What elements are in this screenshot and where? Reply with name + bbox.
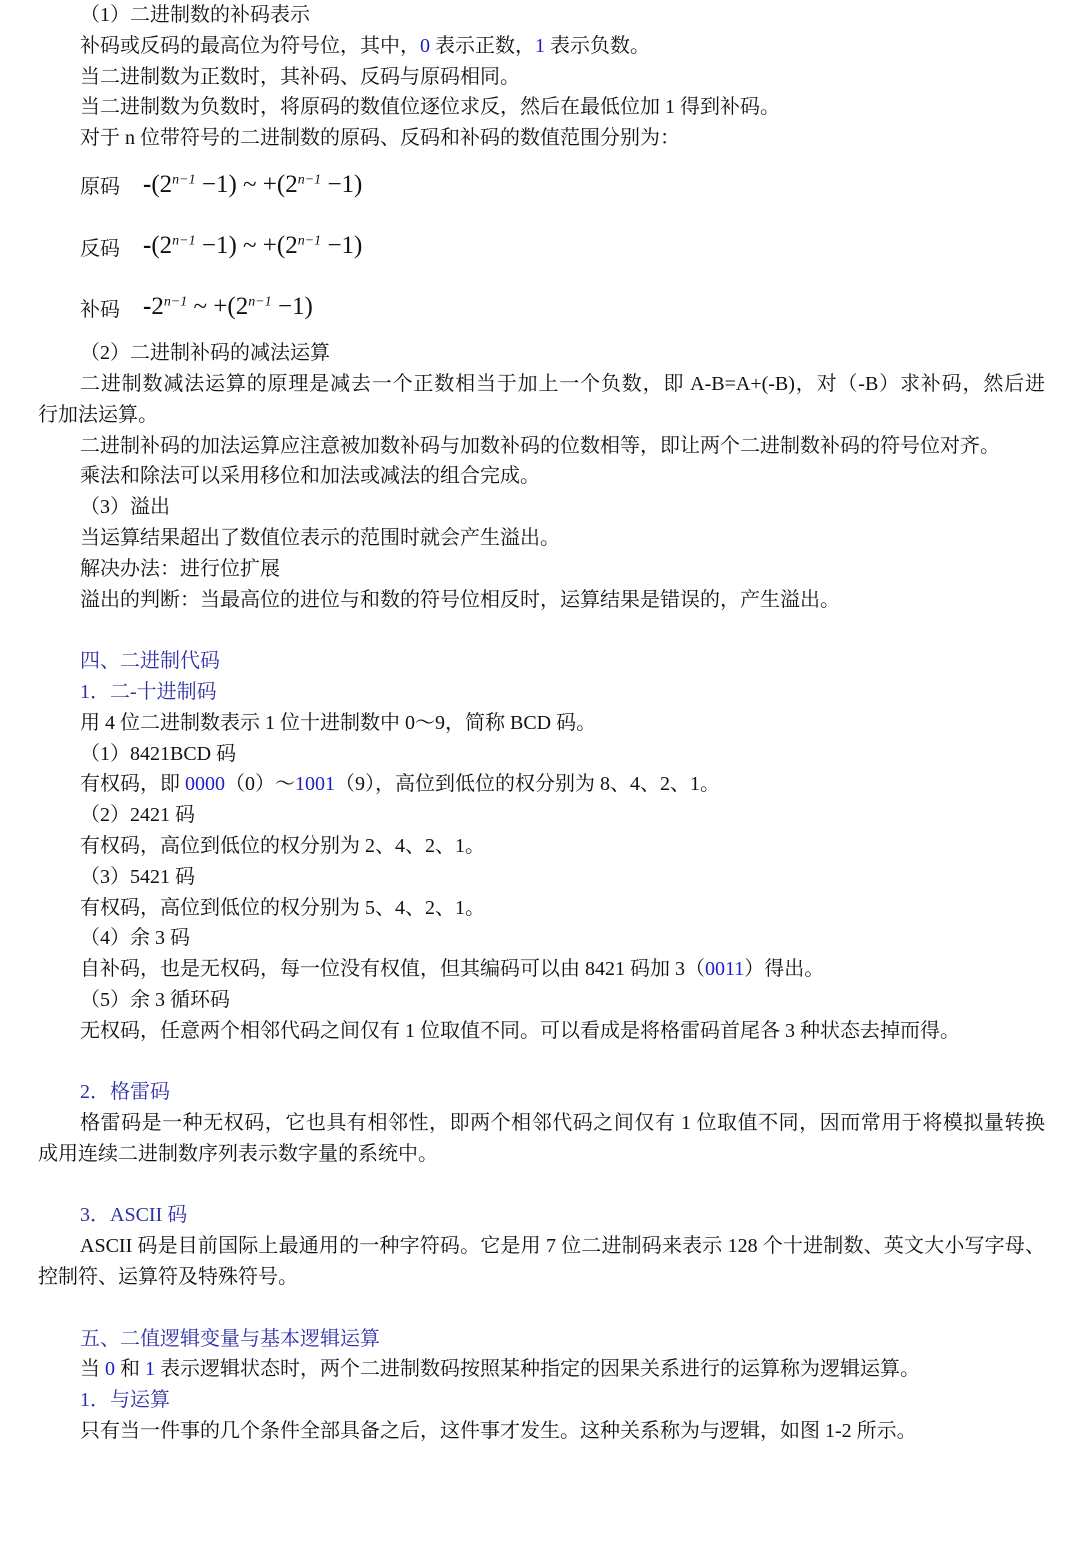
blank-line bbox=[38, 615, 1045, 646]
code-name-5421: （3）5421 码 bbox=[80, 865, 195, 888]
paragraph-alignment: 二进制补码的加法运算应注意被加数补码与加数补码的位数相等，即让两个二进制数补码的符号位对齐。 bbox=[80, 434, 1000, 457]
formula-exponent: n−1 bbox=[297, 233, 322, 249]
highlight-zero: 0 bbox=[105, 1358, 115, 1381]
range-label: 反码 bbox=[80, 237, 120, 260]
range-label: 补码 bbox=[80, 298, 120, 321]
blank-line bbox=[38, 1046, 1045, 1077]
code-name-excess-3-cyclic: （5）余 3 循环码 bbox=[80, 988, 230, 1011]
text-segment: 补码或反码的最高位为符号位，其中， bbox=[80, 34, 420, 57]
code-name-8421bcd: （1）8421BCD 码 bbox=[80, 742, 237, 765]
code-desc-excess-3-cyclic: 无权码，任意两个相邻代码之间仅有 1 位取值不同。可以看成是将格雷码首尾各 3 种状态去掉而得。 bbox=[80, 1019, 960, 1042]
paragraph-overflow-solution: 解决办法：进行位扩展 bbox=[80, 557, 280, 580]
formula-minus: - bbox=[143, 232, 152, 260]
paragraph-gray-line-2: 成用连续二进制数序列表示数字量的系统中。 bbox=[38, 1142, 438, 1165]
highlight-zero: 0 bbox=[420, 34, 430, 57]
code-desc-5421: 有权码，高位到低位的权分别为 5、4、2、1。 bbox=[80, 896, 485, 919]
paragraph-principle-line-2: 行加法运算。 bbox=[38, 403, 158, 426]
formula-exponent: n−1 bbox=[248, 294, 272, 310]
formula-exponent: n−1 bbox=[172, 233, 196, 249]
formula-part: −1) bbox=[321, 232, 363, 260]
paragraph-gray-line-1: 格雷码是一种无权码，它也具有相邻性，即两个相邻代码之间仅有 1 位取值不同，因而常用于将模拟量转换 bbox=[80, 1112, 1045, 1135]
formula-exponent: n−1 bbox=[172, 172, 196, 187]
subsection-title-ascii: 3．ASCII 码 bbox=[80, 1204, 188, 1227]
subsection-title-and-operation: 1．与运算 bbox=[80, 1389, 170, 1412]
range-formula bbox=[143, 232, 362, 260]
paragraph-overflow-definition: 当运算结果超出了数值位表示的范围时就会产生溢出。 bbox=[80, 526, 560, 549]
section-title-binary-codes: 四、二进制代码 bbox=[80, 650, 220, 673]
paragraph-sign-bit bbox=[38, 31, 1045, 62]
heading-subtraction: （2）二进制补码的减法运算 bbox=[80, 342, 330, 365]
paragraph-mul-div: 乘法和除法可以采用移位和加法或减法的组合完成。 bbox=[80, 465, 540, 488]
text-segment: 表示正数， bbox=[430, 34, 535, 57]
paragraph-positive: 当二进制数为正数时，其补码、反码与原码相同。 bbox=[80, 65, 520, 88]
range-formula bbox=[143, 171, 362, 199]
text-segment: 表示负数。 bbox=[545, 34, 650, 57]
heading-overflow: （3）溢出 bbox=[80, 496, 170, 519]
code-desc-excess-3 bbox=[38, 954, 1045, 985]
blank-line bbox=[38, 1170, 1045, 1201]
formula-part: (2 bbox=[151, 232, 173, 260]
code-desc-2421: 有权码，高位到低位的权分别为 2、4、2、1。 bbox=[80, 834, 485, 857]
blank-line bbox=[38, 1293, 1045, 1324]
range-label: 原码 bbox=[80, 176, 120, 199]
formula-minus: - bbox=[143, 170, 152, 198]
formula-exponent: n−1 bbox=[163, 294, 188, 310]
paragraph-overflow-detection: 溢出的判断：当最高位的进位与和数的符号位相反时，运算结果是错误的，产生溢出。 bbox=[80, 588, 840, 611]
formula-part: −1) ~ +(2 bbox=[195, 170, 298, 198]
paragraph-range-intro: 对于 n 位带符号的二进制数的原码、反码和补码的数值范围分别为： bbox=[80, 127, 680, 150]
paragraph-principle-line-1: 二进制数减法运算的原理是减去一个正数相当于加上一个负数，即 A-B=A+(-B)，对（-B）求补码，然后进 bbox=[80, 372, 1045, 395]
code-name-excess-3: （4）余 3 码 bbox=[80, 927, 190, 950]
text-segment: 有权码，即 bbox=[80, 773, 185, 796]
paragraph-logic-intro bbox=[38, 1354, 1045, 1385]
range-row-twos-complement bbox=[38, 277, 1045, 338]
heading-complement: （1）二进制数的补码表示 bbox=[80, 4, 310, 26]
range-row-sign-magnitude bbox=[38, 154, 1045, 215]
paragraph-ascii-line-1: ASCII 码是目前国际上最通用的一种字符码。它是用 7 位二进制码来表示 128 个十进制数、英文大小写字母、 bbox=[80, 1235, 1045, 1258]
paragraph-and-operation: 只有当一件事的几个条件全部具备之后，这件事才发生。这种关系称为与逻辑，如图 1-2 所示。 bbox=[80, 1420, 917, 1443]
paragraph-negative: 当二进制数为负数时，将原码的数值位逐位求反，然后在最低位加 1 得到补码。 bbox=[80, 96, 780, 119]
formula-part: −1) ~ +(2 bbox=[195, 232, 298, 260]
text-segment: 当 bbox=[80, 1358, 105, 1381]
range-formula bbox=[143, 293, 313, 321]
highlight-code-value: 0000 bbox=[185, 773, 225, 796]
formula-minus: - bbox=[143, 293, 152, 321]
formula-part: ~ +(2 bbox=[187, 293, 249, 321]
text-segment: ）得出。 bbox=[744, 958, 825, 981]
highlight-one: 1 bbox=[145, 1358, 155, 1381]
text-segment: 自补码，也是无权码，每一位没有权值，但其编码可以由 8421 码加 3（ bbox=[80, 958, 705, 981]
highlight-one: 1 bbox=[535, 34, 545, 57]
formula-part: 2 bbox=[151, 293, 164, 321]
document-page bbox=[38, 0, 1045, 1447]
paragraph-bcd-intro: 用 4 位二进制数表示 1 位十进制数中 0～9，简称 BCD 码。 bbox=[80, 711, 597, 734]
paragraph-ascii-line-2: 控制符、运算符及特殊符号。 bbox=[38, 1266, 298, 1289]
text-segment: （9），高位到低位的权分别为 8、4、2、1。 bbox=[335, 773, 720, 796]
text-segment: （0）～ bbox=[225, 773, 295, 796]
range-row-ones-complement bbox=[38, 215, 1045, 276]
text-segment: 表示逻辑状态时，两个二进制数码按照某种指定的因果关系进行的运算称为逻辑运算。 bbox=[155, 1358, 920, 1381]
formula-part: −1) bbox=[321, 170, 363, 198]
formula-part: (2 bbox=[151, 170, 173, 198]
formula-exponent: n−1 bbox=[297, 172, 322, 187]
code-name-2421: （2）2421 码 bbox=[80, 804, 195, 827]
subsection-title-gray-code: 2．格雷码 bbox=[80, 1081, 170, 1104]
highlight-code-value: 1001 bbox=[295, 773, 335, 796]
highlight-code-value: 0011 bbox=[705, 958, 745, 981]
text-segment: 和 bbox=[115, 1358, 145, 1381]
section-title-logic: 五、二值逻辑变量与基本逻辑运算 bbox=[80, 1327, 380, 1350]
formula-part: −1) bbox=[271, 293, 313, 321]
code-desc-8421bcd bbox=[38, 769, 1045, 800]
subsection-title-bcd: 1．二-十进制码 bbox=[80, 680, 217, 703]
